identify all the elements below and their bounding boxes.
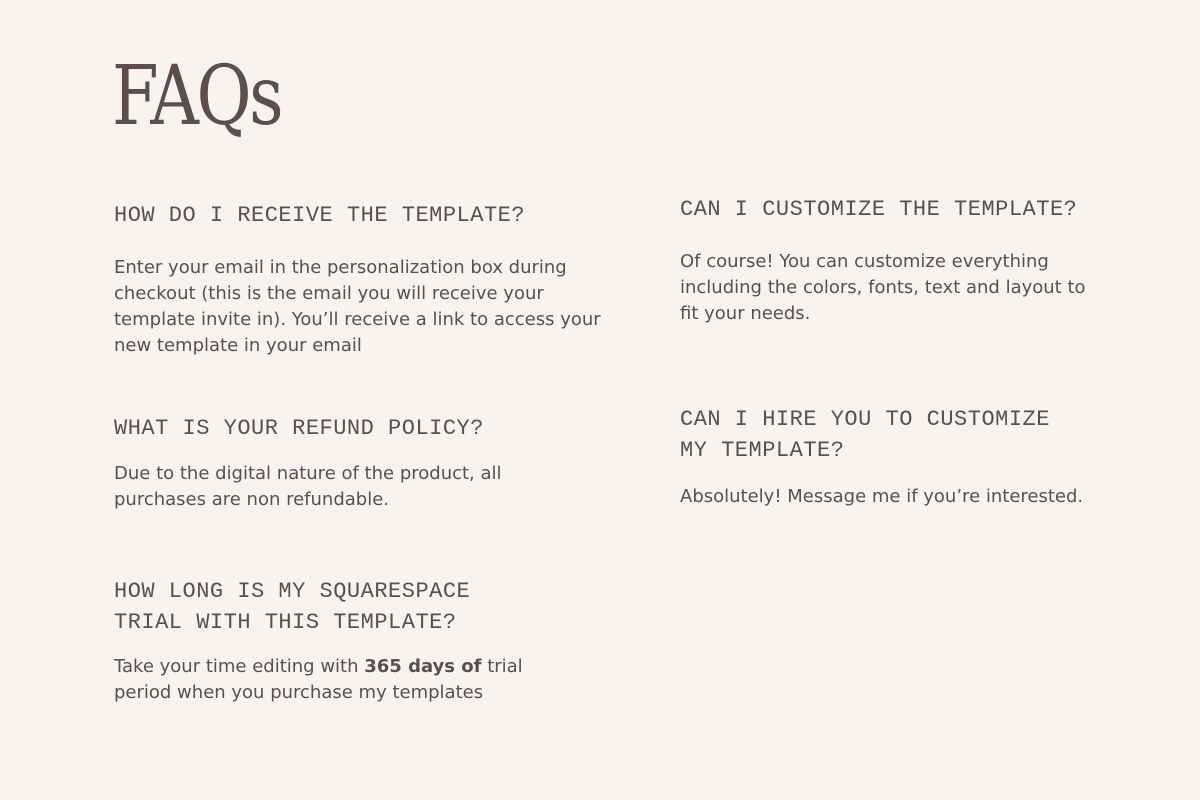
faq-question: WHAT IS YOUR REFUND POLICY? bbox=[114, 416, 484, 441]
faq-item-hire-to-customize bbox=[680, 404, 1100, 510]
faq-answer: Due to the digital nature of the product, all purchases are non refundable. bbox=[114, 463, 502, 510]
faq-answer: Of course! You can customize everything including the colors, fonts, text and layout to fit your needs. bbox=[680, 251, 1086, 324]
page-title: FAQs bbox=[112, 49, 282, 144]
faq-answer bbox=[114, 654, 614, 706]
faq-item-squarespace-trial bbox=[114, 576, 614, 706]
faq-answer: Absolutely! Message me if you’re interested. bbox=[680, 486, 1084, 507]
faq-question: HOW LONG IS MY SQUARESPACE TRIAL WITH THIS TEMPLATE? bbox=[114, 579, 471, 635]
faq-item-receive-template bbox=[114, 200, 614, 359]
faq-answer: Enter your email in the personalization box during checkout (this is the email you will receive your template invite in). You’ll receive a link to access your new template in your email bbox=[114, 257, 601, 356]
faq-answer-text: trial period when you purchase my templates bbox=[114, 656, 523, 703]
faq-question: CAN I HIRE YOU TO CUSTOMIZE MY TEMPLATE? bbox=[680, 407, 1050, 463]
faq-answer-emphasis: 365 days of bbox=[364, 656, 482, 677]
faq-item-customize-template bbox=[680, 194, 1100, 327]
faq-item-refund-policy bbox=[114, 413, 614, 513]
faq-question: HOW DO I RECEIVE THE TEMPLATE? bbox=[114, 203, 526, 228]
faq-question: CAN I CUSTOMIZE THE TEMPLATE? bbox=[680, 197, 1078, 222]
faq-answer-text: Take your time editing with bbox=[114, 656, 365, 677]
